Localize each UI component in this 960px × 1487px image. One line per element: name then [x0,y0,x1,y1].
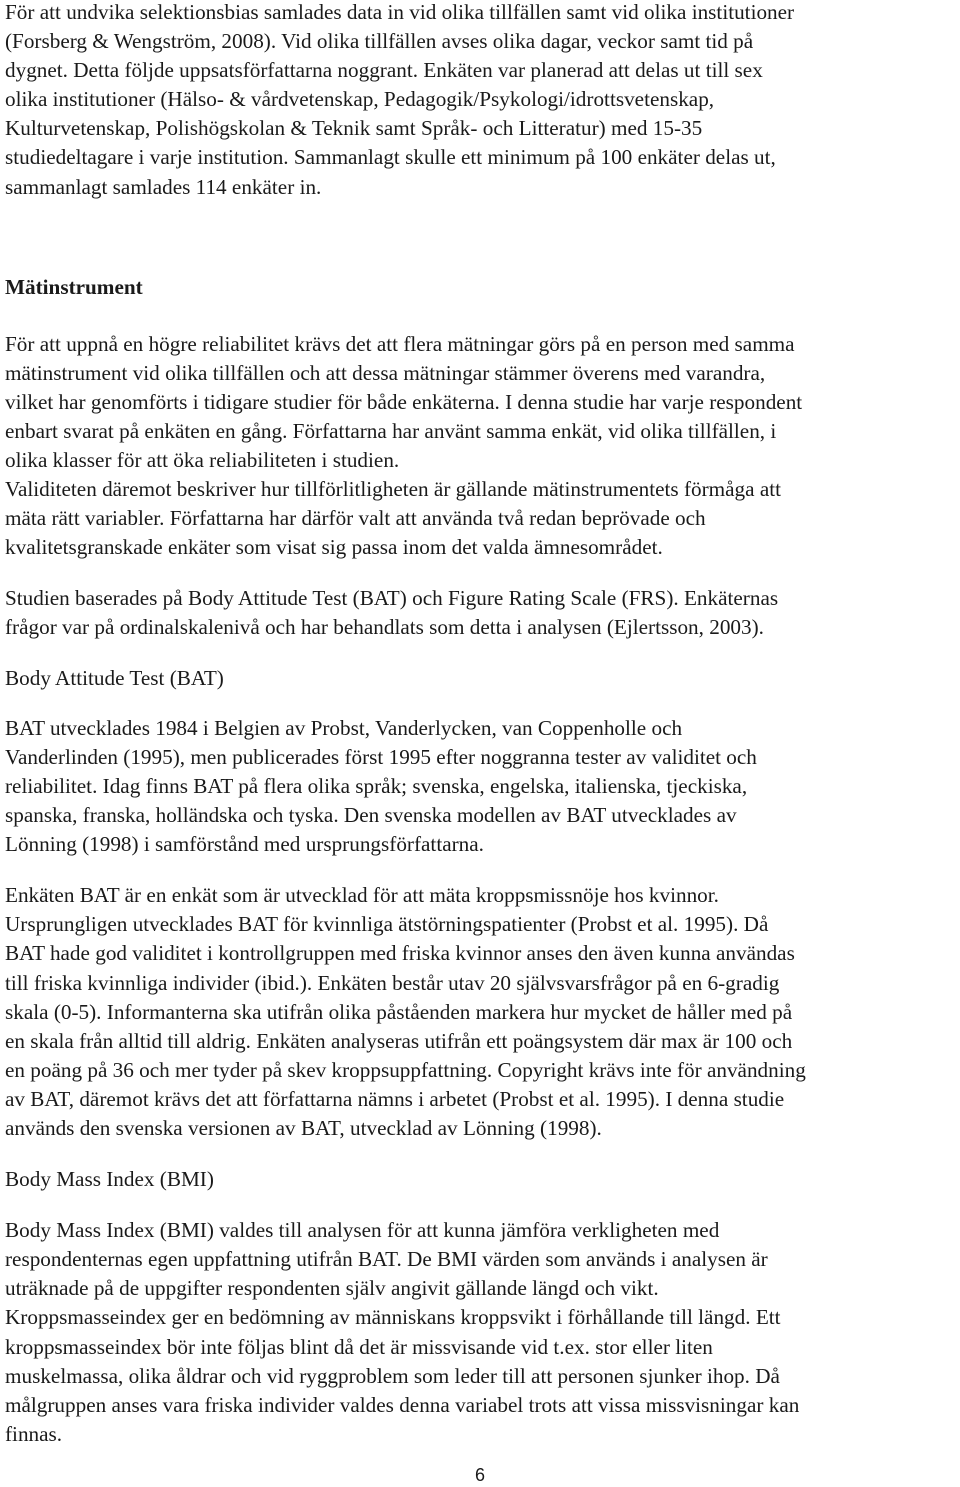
paragraph-bmi-selection: Body Mass Index (BMI) valdes till analysen för att kunna jämföra verkligheten med respondenternas egen uppfattning utifrån BAT. De BMI värden som används i analysen är uträknade på de uppgifter respondenten själv angivit gällande längd och vikt. [5,1218,768,1301]
paragraph-instruments: Studien baserades på Body Attitude Test (BAT) och Figure Rating Scale (FRS). Enkäternas frågor var på ordinalskalenivå och har behandlats som detta i analysen (Ejlertsson, 2003). [5,585,779,639]
spacer [5,1194,960,1216]
paragraph-reliability: För att uppnå en högre reliabilitet krävs det att flera mätningar görs på en person med samma mätinstrument vid olika tillfällen och att dessa mätningar stämmer överens med varandra, vilket har genomförts i tidigare studier för både enkäterna. I denna studie har varje respondent enbart svarat på enkäten en gång. Författarna har använt samma enkät, vid olika tillfällen, i olika klasser för att öka reliabiliteten i studien. [5,331,803,473]
spacer [5,563,960,584]
paragraph-data-collection: För att undvika selektionsbias samlades data in vid olika tillfällen samt vid olika institutioner (Forsberg & Wengström, 2008). Vid olika tillfällen avses olika dagar, veckor samt tid på dygnet. Detta följde uppsatsförfattarna noggrant. Enkäten var planerad att delas ut till sex olika institutioner (Hälso- & vårdvetenskap, Pedagogik/Psykologi/idrottsvetenskap, Kulturvetenskap, Polishögskolan & Teknik samt Språk- och Litteratur) med 15-35 studiedeltagare i varje institution. Sammanlagt skulle ett minimum på 100 enkäter delas ut, sammanlagt samlades 114 enkäter in. [5,0,795,199]
document-body [5,0,960,1449]
subheading-bat: Body Attitude Test (BAT) [5,665,224,690]
page-number: 6 [474,1465,485,1485]
paragraph-bmi-explanation: Kroppsmasseindex ger en bedömning av människans kroppsvikt i förhållande till längd. Ett kroppsmasseindex bör inte följas blint då det är missvisande vid t.ex. stor eller liten muskelmassa, olika åldrar och vid ryggproblem som leder till att personen sjunker ihop. Då målgruppen anses vara friska individer valdes denna variabel trots att vissa missvisningar kan finnas. [5,1305,800,1446]
spacer [5,859,960,881]
spacer [5,302,960,330]
heading-matinstrument: Mätinstrument [5,274,143,299]
paragraph-bat-description: Enkäten BAT är en enkät som är utvecklad för att mäta kroppsmissnöje hos kvinnor. Ursprungligen utvecklades BAT för kvinnliga ätstörningspatienter (Probst et al. 1995). Då BAT hade god validitet i kontrollgruppen med friska kvinnor anses den även kunna användas till friska kvinnliga individer (ibid.). Enkäten består utav 20 självsvarsfrågor på en 6-gradig skala (0-5). Informanterna ska utifrån olika påståenden markera hur mycket de håller med på en skala från alltid till aldrig. Enkäten analyseras utifrån ett poängsystem där max är 100 och en poäng på 36 och mer tyder på skev kroppsuppfattning. Copyright krävs inte för användning av BAT, däremot krävs det att författarna nämns i arbetet (Probst et al. 1995). I denna studie används den svenska versionen av BAT, utvecklad av Lönning (1998). [5,883,806,1140]
spacer [5,642,960,664]
paragraph-validity: Validiteten däremot beskriver hur tillförlitligheten är gällande mätinstrumentets förmåga att mäta rätt variabler. Författarna har därför valt att använda två redan beprövade och kvalitetsgranskade enkäter som visat sig passa inom det valda ämnesområdet. [5,477,782,560]
spacer [5,202,960,273]
spacer [5,693,960,714]
subheading-bmi: Body Mass Index (BMI) [5,1167,214,1192]
paragraph-bat-history: BAT utvecklades 1984 i Belgien av Probst, Vanderlycken, van Coppenholle och Vanderlinden (1995), men publicerades först 1995 efter noggranna tester av validitet och reliabilitet. Idag finns BAT på flera olika språk; svenska, engelska, italienska, tjeckiska, spanska, franska, holländska och tyska. Den svenska modellen av BAT utvecklades av Lönning (1998) i samförstånd med ursprungsförfattarna. [5,715,757,857]
spacer [5,1143,960,1165]
